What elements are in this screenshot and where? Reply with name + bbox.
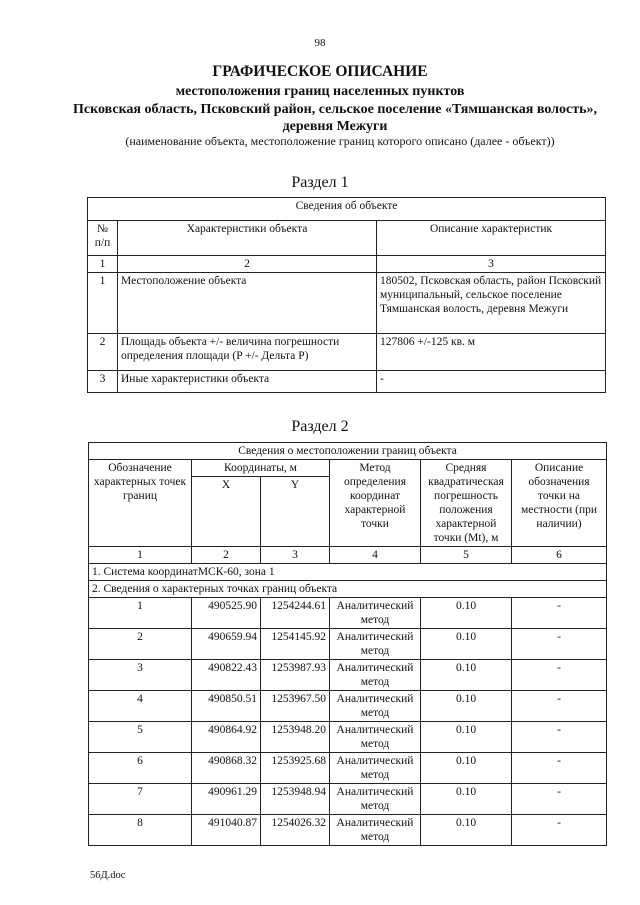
col-index: 4 [330, 547, 421, 564]
table-row [89, 753, 607, 784]
col-index: 2 [192, 547, 261, 564]
point-number: 2 [89, 629, 192, 660]
method: Аналитический метод [330, 691, 421, 722]
accuracy: 0.10 [421, 660, 512, 691]
point-description: - [512, 660, 607, 691]
accuracy-header: Средняя квадратическая погрешность положения характерной точки (Mt), м [421, 460, 512, 547]
method: Аналитический метод [330, 815, 421, 846]
point-description: - [512, 815, 607, 846]
accuracy: 0.10 [421, 691, 512, 722]
y-coordinate: 1254244.61 [261, 598, 330, 629]
row-number: 3 [88, 371, 118, 393]
row-number: 2 [88, 334, 118, 371]
col-characteristic-header: Характеристики объекта [118, 221, 377, 256]
accuracy: 0.10 [421, 815, 512, 846]
table-row [89, 815, 607, 846]
x-header: X [192, 477, 261, 547]
object-info-table [87, 197, 606, 393]
row-value: - [377, 371, 606, 393]
x-coordinate: 490659.94 [192, 629, 261, 660]
point-number: 3 [89, 660, 192, 691]
point-description: - [512, 598, 607, 629]
col-index: 3 [261, 547, 330, 564]
accuracy: 0.10 [421, 722, 512, 753]
table-row [88, 273, 606, 334]
col-index: 1 [89, 547, 192, 564]
point-number: 1 [89, 598, 192, 629]
object-note: (наименование объекта, местоположение границ которого описано (далее - объект)) [125, 134, 555, 148]
coords-header: Координаты, м [192, 460, 330, 477]
x-coordinate: 490961.29 [192, 784, 261, 815]
col-index: 5 [421, 547, 512, 564]
y-coordinate: 1253948.20 [261, 722, 330, 753]
accuracy: 0.10 [421, 598, 512, 629]
coordinate-system-row: 1. Система координатМСК-60, зона 1 [89, 564, 607, 581]
col-index: 2 [118, 256, 377, 273]
table-row [89, 722, 607, 753]
col-index: 3 [377, 256, 606, 273]
point-number: 6 [89, 753, 192, 784]
table-row [89, 784, 607, 815]
col-index: 6 [512, 547, 607, 564]
y-coordinate: 1254026.32 [261, 815, 330, 846]
page-number: 98 [314, 37, 326, 49]
x-coordinate: 490868.32 [192, 753, 261, 784]
col-description-header: Описание характеристик [377, 221, 606, 256]
y-coordinate: 1253948.94 [261, 784, 330, 815]
point-header: Обозначение характерных точек границ [89, 460, 192, 547]
section2-title: Раздел 2 [291, 418, 349, 435]
col-index: 1 [88, 256, 118, 273]
object-location-heading: Псковская область, Псковский район, сельское поселение «Тямшанская волость», деревня Межуги [72, 102, 598, 134]
method: Аналитический метод [330, 784, 421, 815]
object-info-title: Сведения об объекте [88, 198, 606, 221]
method: Аналитический метод [330, 598, 421, 629]
point-description: - [512, 784, 607, 815]
point-number: 7 [89, 784, 192, 815]
method: Аналитический метод [330, 629, 421, 660]
table-row [88, 334, 606, 371]
point-number: 5 [89, 722, 192, 753]
accuracy: 0.10 [421, 753, 512, 784]
row-characteristic: Площадь объекта +/- величина погрешности определения площади (P +/- Дельта P) [118, 334, 377, 371]
point-number: 4 [89, 691, 192, 722]
table-row [88, 371, 606, 393]
accuracy: 0.10 [421, 784, 512, 815]
description-header: Описание обозначения точки на местности (при наличии) [512, 460, 607, 547]
method-header: Метод определения координат характерной точки [330, 460, 421, 547]
section1-title: Раздел 1 [291, 174, 349, 191]
table-row [89, 629, 607, 660]
boundary-points-table [88, 442, 607, 846]
y-coordinate: 1253925.68 [261, 753, 330, 784]
boundary-points-subheader: 2. Сведения о характерных точках границ объекта [89, 581, 607, 598]
row-characteristic: Местоположение объекта [118, 273, 377, 334]
document-subtitle: местоположения границ населенных пунктов [175, 84, 465, 99]
method: Аналитический метод [330, 722, 421, 753]
row-value: 127806 +/-125 кв. м [377, 334, 606, 371]
point-description: - [512, 753, 607, 784]
row-value: 180502, Псковская область, район Псковский муниципальный, сельское поселение Тямшанская волость, деревня Межуги [377, 273, 606, 334]
point-description: - [512, 629, 607, 660]
table-row [89, 598, 607, 629]
point-description: - [512, 691, 607, 722]
y-coordinate: 1253987.93 [261, 660, 330, 691]
x-coordinate: 490822.43 [192, 660, 261, 691]
accuracy: 0.10 [421, 629, 512, 660]
method: Аналитический метод [330, 753, 421, 784]
y-header: Y [261, 477, 330, 547]
point-number: 8 [89, 815, 192, 846]
y-coordinate: 1253967.50 [261, 691, 330, 722]
row-characteristic: Иные характеристики объекта [118, 371, 377, 393]
col-num-header: № п/п [88, 221, 118, 256]
x-coordinate: 490864.92 [192, 722, 261, 753]
x-coordinate: 490850.51 [192, 691, 261, 722]
point-description: - [512, 722, 607, 753]
x-coordinate: 490525.90 [192, 598, 261, 629]
y-coordinate: 1254145.92 [261, 629, 330, 660]
table-row [89, 691, 607, 722]
boundary-table-title: Сведения о местоположении границ объекта [89, 443, 607, 460]
x-coordinate: 491040.87 [192, 815, 261, 846]
row-number: 1 [88, 273, 118, 334]
table-row [89, 660, 607, 691]
footer-filename: 56Д.doc [90, 870, 126, 881]
method: Аналитический метод [330, 660, 421, 691]
document-title: ГРАФИЧЕСКОЕ ОПИСАНИЕ [212, 63, 428, 80]
